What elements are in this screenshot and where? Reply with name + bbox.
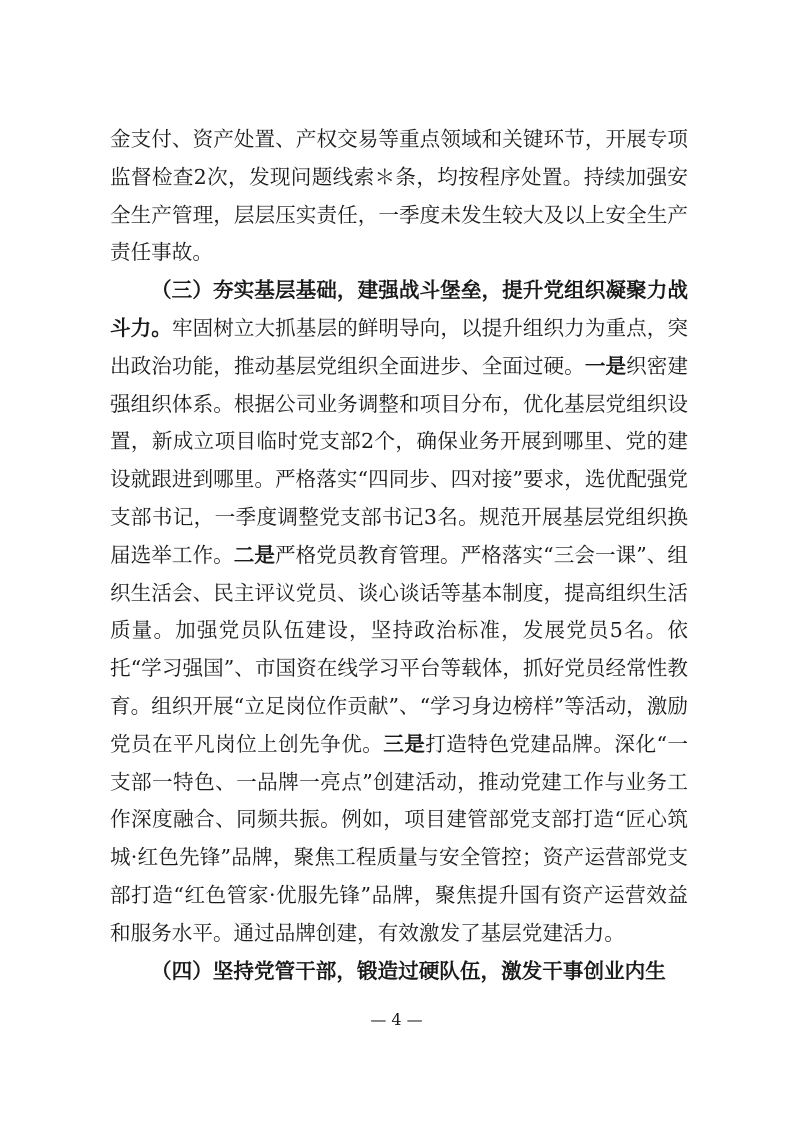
paragraph: [110, 953, 688, 991]
section-heading: （四）坚持党管干部，锻造过硬队伍，激发干事创业内生: [151, 958, 666, 983]
paragraph: [110, 121, 688, 272]
text-run: 牢固树立大抓基层的鲜明导向，以提升组织力为重点，突出政治功能，推动基层党组织全面进步、全面过硬。: [110, 315, 689, 378]
body-text: [110, 121, 688, 990]
list-marker: 一是: [584, 353, 627, 378]
text-run: 打造特色党建品牌。深化“一支部一特色、一品牌一亮点”创建活动，推动党建工作与业务工作深度融合、同频共振。例如，项目建管部党支部打造“匠心筑城·红色先锋”品牌，聚焦工程质量与安全管控；资产运营部党支部打造“红色管家·优服先锋”品牌，聚焦提升国有资产运营效益和服务水平。通过品牌创建，有效激发了基层党建活力。: [110, 731, 689, 945]
text-run: 织密建强组织体系。根据公司业务调整和项目分布，优化基层党组织设置，新成立项目临时党支部2个，确保业务开展到哪里、党的建设就跟进到哪里。严格落实“四同步、四对接”要求，选优配强党支部书记，一季度调整党支部书记3名。规范开展基层党组织换届选举工作。: [110, 353, 689, 567]
text-run: 严格党员教育管理。严格落实“三会一课”、组织生活会、民主评议党员、谈心谈话等基本制度，提高组织生活质量。加强党员队伍建设，坚持政治标准，发展党员5名。依托“学习强国”、市国资在线学习平台等载体，抓好党员经常性教育。组织开展“立足岗位作贡献”、“学习身边榜样”等活动，激励党员在平凡岗位上创先争优。: [110, 542, 689, 756]
section-heading: （三）夯实基层基础，建强战斗堡垒，提升党组织凝聚力战斗力。: [110, 278, 688, 340]
text-run: 金支付、资产处置、产权交易等重点领域和关键环节，开展专项监督检查2次，发现问题线索＊条，均按程序处置。持续加强安全生产管理，层层压实责任，一季度未发生较大及以上安全生产责任事故。: [110, 127, 688, 265]
paragraph: [110, 272, 688, 952]
page-number: — 4 —: [370, 1010, 423, 1029]
list-marker: 二是: [233, 542, 276, 567]
list-marker: 三是: [383, 731, 426, 756]
